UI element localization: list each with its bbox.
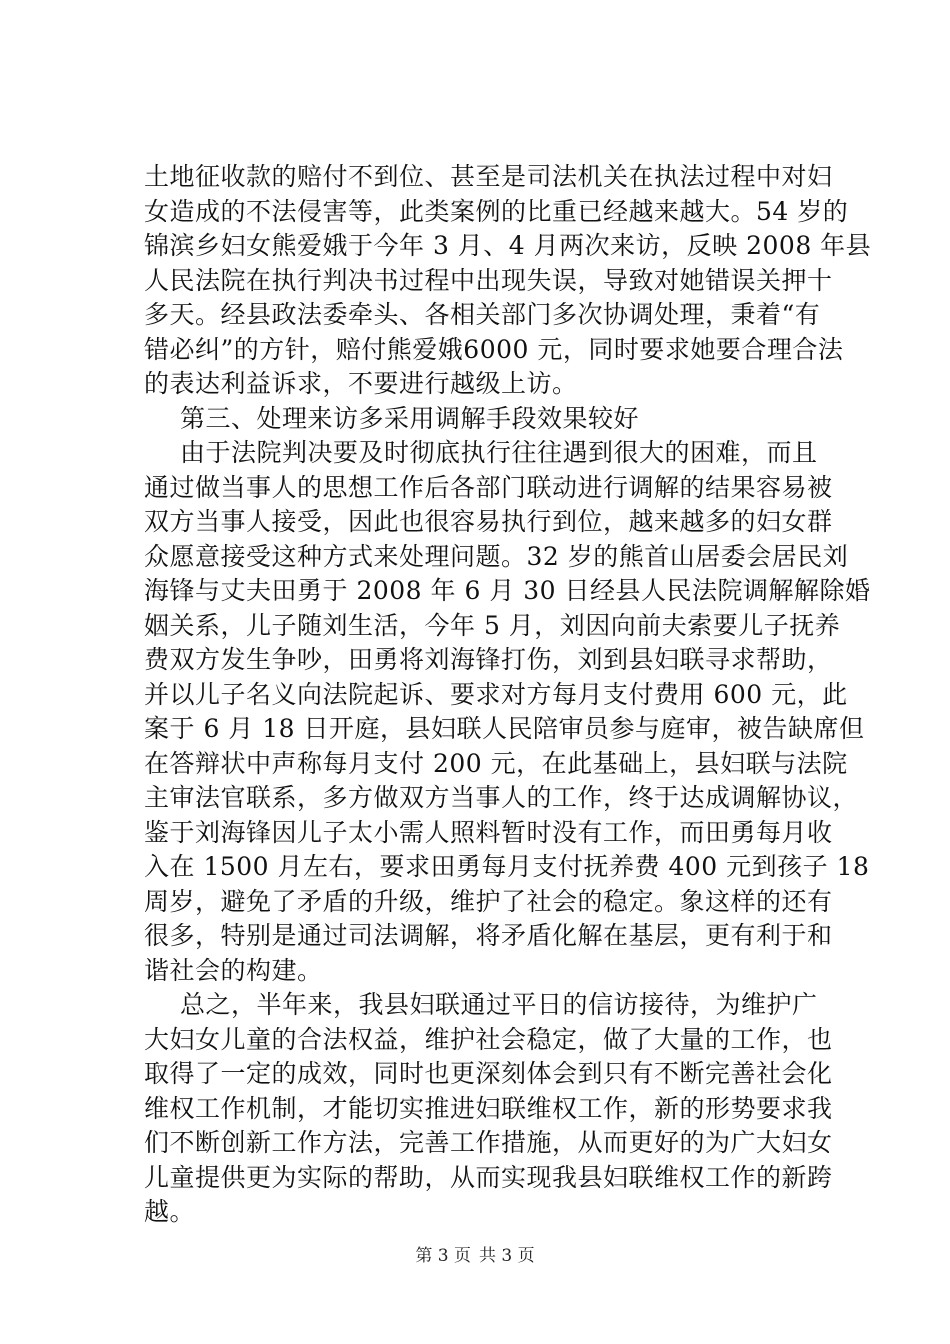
text-line: 土地征收款的赔付不到位、甚至是司法机关在执法过程中对妇 [144,162,833,191]
text-line: 多天。经县政法委牵头、各相关部门多次协调处理，秉着“有 [144,300,821,329]
page-footer [0,1244,950,1268]
text-line: 主审法官联系，多方做双方当事人的工作，终于达成调解协议， [144,783,859,812]
text-line: 双方当事人接受，因此也很容易执行到位，越来越多的妇女群 [144,507,833,536]
text-line: 取得了一定的成效，同时也更深刻体会到只有不断完善社会化 [144,1059,833,1088]
text-line: 由于法院判决要及时彻底执行往往遇到很大的困难，而且 [180,438,818,467]
text-line: 人民法院在执行判决书过程中出现失误，导致对她错误关押十 [144,265,833,295]
page-number: 第 3 页 [415,1246,471,1266]
text-line: 海锋与丈夫田勇于 2008 年 6 月 30 日经县人民法院调解解除婚 [144,576,871,605]
text-line: 总之，半年来，我县妇联通过平日的信访接待，为维护广 [180,990,818,1019]
text-line: 女造成的不法侵害等，此类案例的比重已经越来越大。54 岁的 [144,196,849,226]
text-line: 锦滨乡妇女熊爱娥于今年 3 月、4 月两次来访，反映 2008 年县 [144,231,872,260]
text-line: 谐社会的构建。 [144,955,323,985]
text-line: 大妇女儿童的合法权益，维护社会稳定，做了大量的工作，也 [144,1024,833,1054]
text-line: 众愿意接受这种方式来处理问题。32 岁的熊首山居委会居民刘 [144,541,849,571]
text-line: 错必纠”的方针，赔付熊爱娥6000 元，同时要求她要合理合法 [144,334,844,364]
text-line: 入在 1500 月左右，要求田勇每月支付抚养费 400 元到孩子 18 [144,852,870,881]
text-line: 儿童提供更为实际的帮助，从而实现我县妇联维权工作的新跨 [144,1162,833,1192]
text-line: 周岁，避免了矛盾的升级，维护了社会的稳定。象这样的还有 [144,886,833,916]
text-line: 通过做当事人的思想工作后各部门联动进行调解的结果容易被 [144,472,833,502]
text-line: 并以儿子名义向法院起诉、要求对方每月支付费用 600 元，此 [144,679,848,709]
heading-text: 第三、处理来访多采用调解手段效果较好 [180,403,640,433]
text-line: 们不断创新工作方法，完善工作措施，从而更好的为广大妇女 [144,1128,833,1157]
text-line: 费双方发生争吵，田勇将刘海锋打伤，刘到县妇联寻求帮助， [144,645,833,674]
text-line: 越。 [144,1197,196,1226]
text-line: 的表达利益诉求，不要进行越级上访。 [144,369,578,398]
text-line: 案于 6 月 18 日开庭，县妇联人民陪审员参与庭审，被告缺席但 [144,714,865,743]
document-body [144,160,872,1230]
section-heading-3 [144,402,834,437]
page-total: 共 3 页 [479,1246,535,1266]
text-line: 在答辩状中声称每月支付 200 元，在此基础上，县妇联与法院 [144,748,848,778]
text-line: 姻关系，儿子随刘生活，今年 5 月，刘因向前夫索要儿子抚养 [144,610,841,640]
paragraph-mediation [144,436,871,988]
text-line: 很多，特别是通过司法调解，将矛盾化解在基层，更有利于和 [144,921,833,950]
text-line: 维权工作机制，才能切实推进妇联维权工作，新的形势要求我 [144,1093,833,1123]
text-line: 鉴于刘海锋因儿子太小需人照料暂时没有工作，而田勇每月收 [144,817,833,847]
paragraph-case-2-continued [144,160,872,402]
paragraph-summary [144,988,834,1230]
